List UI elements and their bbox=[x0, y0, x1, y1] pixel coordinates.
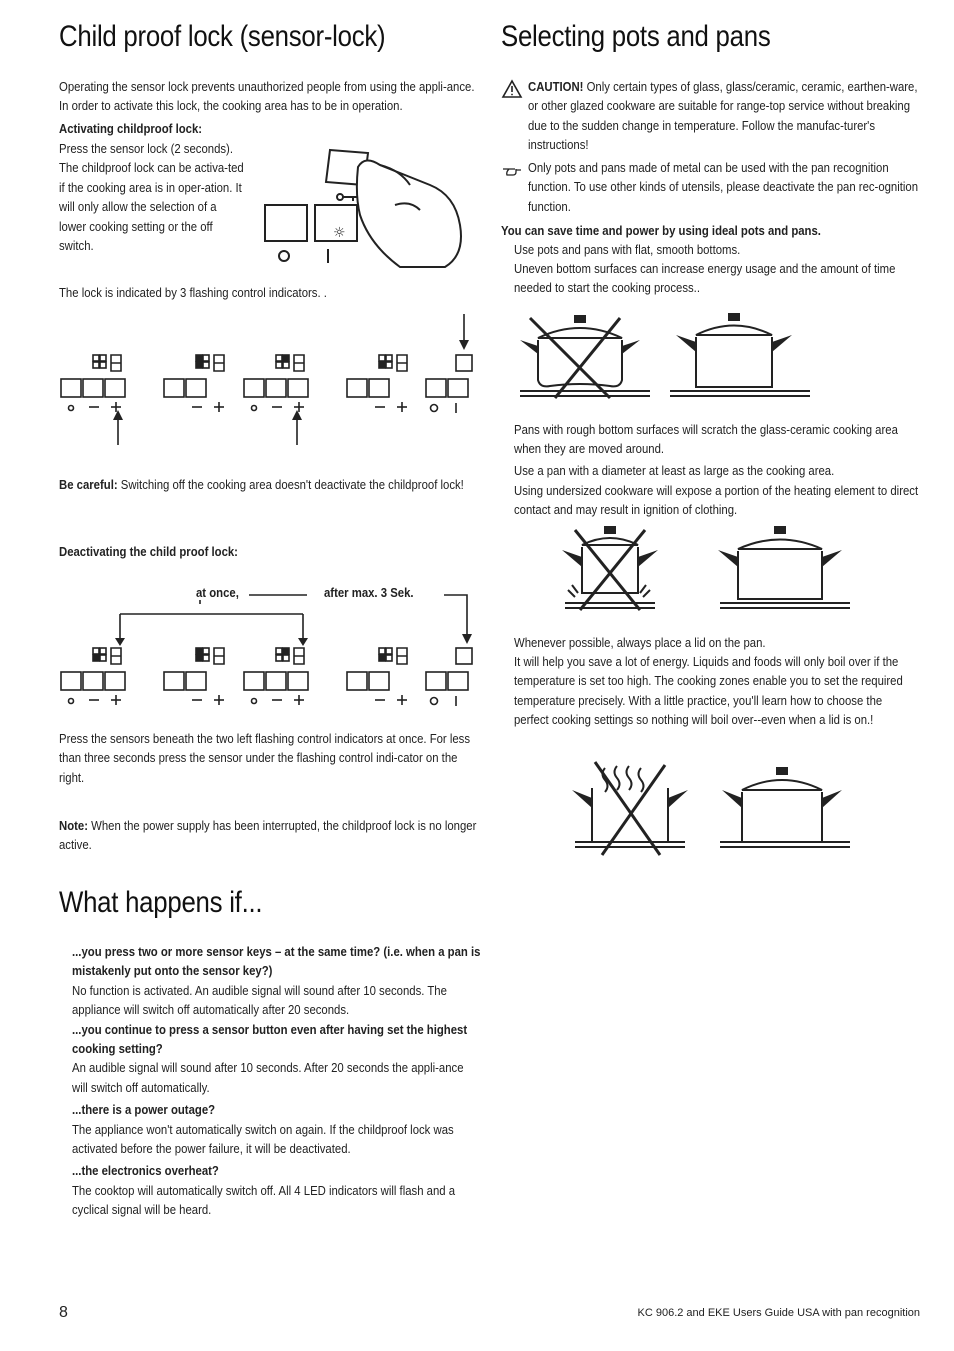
sensor-box bbox=[347, 379, 367, 397]
sensor-box bbox=[266, 379, 286, 397]
pan-lid-illustration bbox=[570, 760, 860, 860]
indicator-dot bbox=[379, 355, 385, 361]
digit-display bbox=[214, 648, 224, 664]
heat-symbol-icon: ☼ bbox=[333, 225, 346, 241]
indicator-dot bbox=[100, 362, 106, 368]
lid-text-2: It will help you save a lot of energy. Liquids and foods will only boil over if the temperature is set too high. The cooking zones enable you to set the required temperature precisely. With a little practice, you'll learn how to choose the perfect cooking settings so nothing will boil over--even when a lid is on.! bbox=[514, 654, 903, 728]
flat-text-2: Uneven bottom surfaces can increase energy usage and the amount of time needed to start the cooking process.. bbox=[514, 261, 896, 296]
off-circle bbox=[431, 698, 438, 705]
indicator-dot bbox=[276, 355, 282, 361]
sensor-box bbox=[61, 379, 81, 397]
sensor-box bbox=[83, 672, 103, 690]
activating-heading: Activating childproof lock: bbox=[59, 121, 203, 136]
sensor-box bbox=[83, 379, 103, 397]
sensor-box bbox=[426, 379, 446, 397]
indicator-dot bbox=[379, 655, 385, 661]
careful-paragraph bbox=[59, 475, 480, 494]
press-sensors-text: Press the sensors beneath the two left flashing control indicators at once. For less than three seconds press the sensor under the flashing control indi-cator on the right. bbox=[59, 731, 471, 785]
indicator-dot bbox=[283, 355, 289, 361]
lock-activation-panel-diagram bbox=[59, 310, 479, 450]
power-dot bbox=[69, 699, 74, 704]
power-dot bbox=[69, 406, 74, 411]
control-unit bbox=[164, 355, 224, 412]
arrow-down-line bbox=[444, 595, 467, 638]
sensor-box bbox=[164, 379, 184, 397]
indicator-dot bbox=[276, 362, 282, 368]
page-number: 8 bbox=[59, 1304, 68, 1321]
indicator-dot bbox=[196, 355, 202, 361]
power-dot bbox=[252, 406, 257, 411]
sensor-box bbox=[105, 672, 125, 690]
diameter-text-2: Using undersized cookware will expose a portion of the heating element to direct contact and may result in ignition of clothing. bbox=[514, 483, 919, 518]
faq-answer: No function is activated. An audible signal will sound after 10 seconds. The appliance will switch off automatically after 20 seconds. bbox=[72, 982, 447, 1018]
sensor-box bbox=[369, 672, 389, 690]
faq-question: ...there is a power outage? bbox=[72, 1102, 216, 1118]
sensor-box bbox=[164, 672, 184, 690]
metal-note: Only pots and pans made of metal can be used with the pan recognition function. To use other kinds of utensils, please deactivate the pan rec-ognition function. bbox=[528, 160, 919, 214]
pan-diameter-illustration bbox=[560, 525, 860, 615]
note-paragraph bbox=[59, 816, 480, 855]
digit-display bbox=[111, 355, 121, 371]
lock-indicator bbox=[456, 355, 472, 371]
caution-text: Only certain types of glass, glass/ceramic, ceramic, earthen-ware, or other glazed cookware are suitable for range-top service without breaking due to the sudden change in temperature. Follow the manufac-turer's instructions! bbox=[528, 79, 918, 153]
indicator-dot bbox=[203, 355, 209, 361]
arrow-down-head bbox=[462, 634, 472, 644]
save-heading: You can save time and power by using ideal pots and pans. bbox=[501, 223, 821, 238]
note-text: When the power supply has been interrupted, the childproof lock is no longer active. bbox=[59, 818, 477, 853]
faq-answer: The cooktop will automatically switch off. All 4 LED indicators will flash and a cyclical signal will be heard. bbox=[72, 1182, 456, 1218]
control-unit bbox=[244, 648, 308, 705]
indicator-dot bbox=[283, 362, 289, 368]
sensor-box bbox=[186, 672, 206, 690]
bracket-lines bbox=[120, 600, 303, 640]
indicator-dot bbox=[196, 648, 202, 654]
note-label: Note: bbox=[59, 818, 88, 833]
indicator-dot bbox=[100, 648, 106, 654]
digit-display bbox=[397, 355, 407, 371]
pots-title: Selecting pots and pans bbox=[501, 20, 771, 53]
control-unit bbox=[244, 355, 308, 412]
deactivating-heading: Deactivating the child proof lock: bbox=[59, 544, 238, 559]
indicator-dot bbox=[93, 362, 99, 368]
control-unit bbox=[61, 355, 125, 412]
indicator-dot bbox=[379, 648, 385, 654]
sensor-box bbox=[288, 672, 308, 690]
faq-list bbox=[72, 942, 547, 1220]
sensor-box bbox=[61, 672, 81, 690]
after-max-label: after max. 3 Sek. bbox=[324, 585, 414, 600]
lock-intro: Operating the sensor lock prevents unauthorized people from using the appli-ance. In order to activate this lock, the cooking area has to be in operation. bbox=[59, 79, 475, 114]
indicator-dot bbox=[93, 355, 99, 361]
indicator-dot bbox=[276, 655, 282, 661]
indicator-dot bbox=[196, 362, 202, 368]
control-unit bbox=[61, 648, 125, 705]
arrow-down-head bbox=[115, 638, 125, 646]
warning-triangle-icon bbox=[502, 80, 522, 98]
arrow-down-head bbox=[459, 340, 469, 350]
faq-question: ...the electronics overheat? bbox=[72, 1163, 219, 1179]
indicator-dot bbox=[203, 655, 209, 661]
sensor-box bbox=[186, 379, 206, 397]
sensor-box bbox=[369, 379, 389, 397]
lock-sensor-unit bbox=[426, 355, 472, 413]
uneven-bottom-pots-illustration bbox=[510, 310, 810, 405]
sensor-box bbox=[426, 672, 446, 690]
sensor-box bbox=[448, 379, 468, 397]
indicator-dot bbox=[100, 655, 106, 661]
lock-indicator bbox=[456, 648, 472, 664]
sensor-box bbox=[288, 379, 308, 397]
control-unit bbox=[164, 648, 224, 705]
indicator-dot bbox=[386, 355, 392, 361]
indicator-dot bbox=[203, 648, 209, 654]
arrow-up-head bbox=[113, 410, 123, 420]
sensor-box bbox=[448, 672, 468, 690]
what-happens-title: What happens if... bbox=[59, 886, 263, 919]
digit-display bbox=[294, 648, 304, 664]
sensor-box bbox=[244, 379, 264, 397]
sensor-box bbox=[347, 672, 367, 690]
indicator-dot bbox=[379, 362, 385, 368]
control-unit bbox=[347, 648, 407, 705]
careful-label: Be careful: bbox=[59, 477, 118, 492]
lock-indicated-text: The lock is indicated by 3 flashing control indicators. . bbox=[59, 285, 327, 300]
indicator-dot bbox=[100, 355, 106, 361]
flat-text-1: Use pots and pans with flat, smooth bottoms. bbox=[514, 242, 741, 257]
sensor-box bbox=[105, 379, 125, 397]
sensor-box bbox=[244, 672, 264, 690]
lock-sensor-unit bbox=[426, 648, 472, 706]
digit-display bbox=[397, 648, 407, 664]
caution-paragraph bbox=[528, 77, 919, 155]
careful-text: Switching off the cooking area doesn't deactivate the childproof lock! bbox=[117, 477, 464, 492]
activating-text: Press the sensor lock (2 seconds). The childproof lock can be activa-ted if the cooking area is in oper-ation. It will only allow the selection of a lower cooking setting or the off switch. bbox=[59, 141, 244, 254]
lock-key-icon bbox=[337, 194, 358, 201]
document-footer-title: KC 906.2 and EKE Users Guide USA with pan recognition bbox=[637, 1307, 920, 1319]
digit-display bbox=[111, 648, 121, 664]
lock-title: Child proof lock (sensor-lock) bbox=[59, 20, 386, 53]
faq-question: ...you press two or more sensor keys – at the same time? (i.e. when a pan is mistakenly put onto the sensor key?) bbox=[72, 944, 481, 979]
indicator-dot bbox=[276, 648, 282, 654]
indicator-dot bbox=[386, 362, 392, 368]
caution-label: CAUTION! bbox=[528, 79, 584, 94]
indicator-dot bbox=[93, 655, 99, 661]
lid-text-1: Whenever possible, always place a lid on the pan. bbox=[514, 635, 766, 650]
at-once-label: at once, bbox=[196, 585, 239, 600]
indicator-dot bbox=[386, 648, 392, 654]
indicator-dot bbox=[283, 648, 289, 654]
faq-answer: The appliance won't automatically switch on again. If the childproof lock was activated before the power failure, it will be deactivated. bbox=[72, 1121, 454, 1157]
off-circle bbox=[431, 405, 438, 412]
indicator-dot bbox=[93, 648, 99, 654]
power-dot bbox=[252, 699, 257, 704]
faq-answer: An audible signal will sound after 10 seconds. After 20 seconds the appli-ance will switch off automatically. bbox=[72, 1060, 464, 1095]
rough-text: Pans with rough bottom surfaces will scratch the glass-ceramic cooking area when they are moved around. bbox=[514, 422, 898, 457]
hand-pressing-sensor-illustration bbox=[260, 145, 480, 270]
digit-display bbox=[294, 355, 304, 371]
indicator-dot bbox=[386, 655, 392, 661]
digit-display bbox=[214, 355, 224, 371]
sensor-box bbox=[266, 672, 286, 690]
indicator-dot bbox=[196, 655, 202, 661]
arrow-down-head bbox=[298, 638, 308, 646]
diameter-text-1: Use a pan with a diameter at least as large as the cooking area. bbox=[514, 463, 835, 478]
indicator-dot bbox=[283, 655, 289, 661]
indicator-dot bbox=[203, 362, 209, 368]
lock-deactivation-panel-diagram bbox=[59, 590, 479, 710]
control-unit bbox=[347, 355, 407, 412]
faq-question: ...you continue to press a sensor button even after having set the highest cooking setting? bbox=[72, 1021, 468, 1057]
arrow-up-head bbox=[292, 410, 302, 420]
pointing-hand-icon bbox=[501, 164, 523, 178]
